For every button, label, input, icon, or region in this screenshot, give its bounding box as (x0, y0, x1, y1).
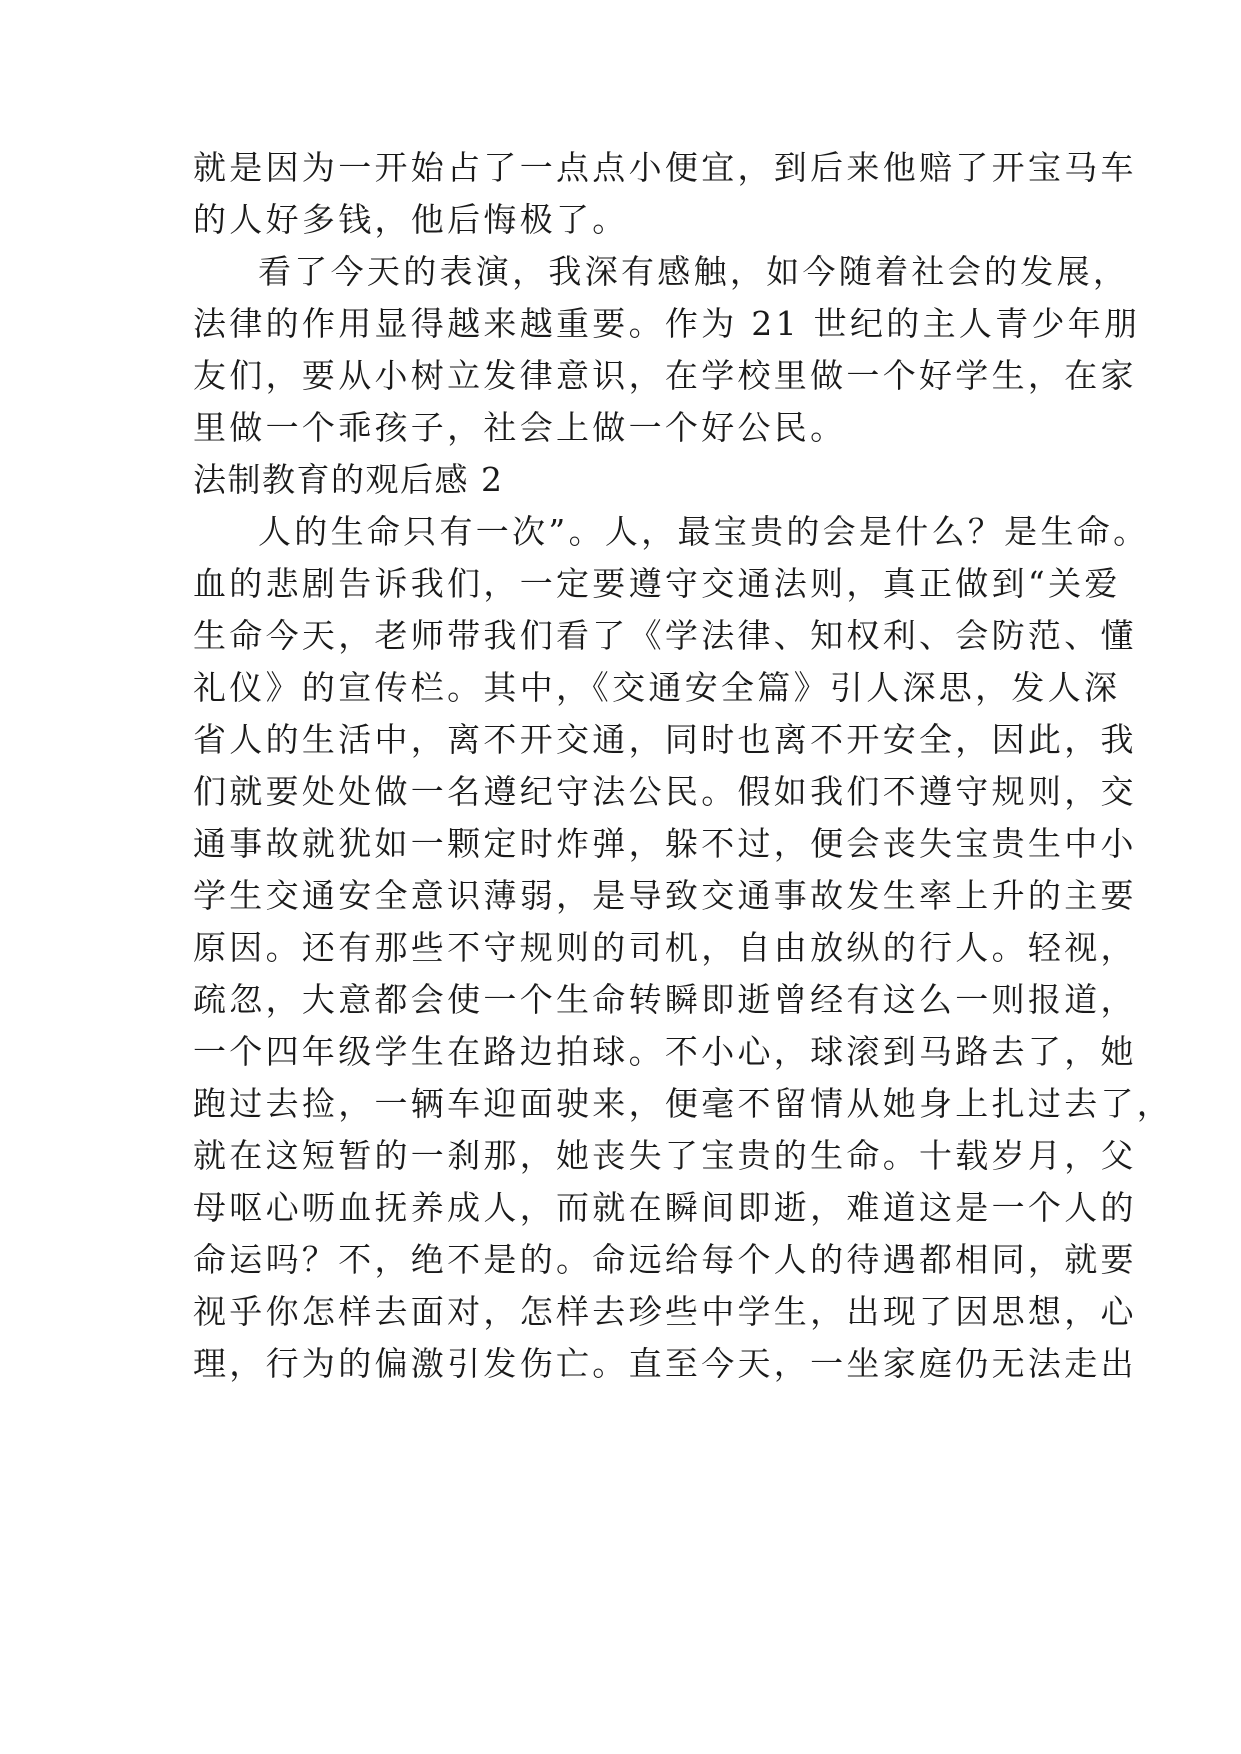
paragraph-line: 友们，要从小树立发律意识，在学校里做一个好学生，在家 (193, 356, 1137, 395)
paragraph-line: 学生交通安全意识薄弱，是导致交通事故发生率上升的主要 (193, 876, 1137, 915)
paragraph-line: 生命今天，老师带我们看了《学法律、知权利、会防范、懂 (193, 616, 1137, 655)
paragraph-line: 看了今天的表演，我深有感触，如今随着社会的发展， (258, 252, 1130, 291)
paragraph-line: 礼仪》的宣传栏。其中，《交通安全篇》引人深思，发人深 (193, 668, 1121, 707)
paragraph-line: 通事故就犹如一颗定时炸弹，躲不过，便会丧失宝贵生中小 (193, 824, 1137, 863)
paragraph-line: 命运吗？不，绝不是的。命远给每个人的待遇都相同，就要 (193, 1240, 1137, 1279)
paragraph-line: 里做一个乖孩子，社会上做一个好公民。 (193, 408, 847, 447)
paragraph-line: 就是因为一开始占了一点点小便宜，到后来他赔了开宝马车 (193, 148, 1137, 187)
paragraph-line: 原因。还有那些不守规则的司机，自由放纵的行人。轻视， (193, 928, 1137, 967)
paragraph-line: 人的生命只有一次”。人，最宝贵的会是什么？是生命。 (258, 512, 1150, 551)
paragraph-line: 省人的生活中，离不开交通，同时也离不开安全，因此，我 (193, 720, 1137, 759)
paragraph-line: 理，行为的偏激引发伤亡。直至今天，一坐家庭仍无法走出 (193, 1344, 1137, 1383)
paragraph-line: 就在这短暂的一刹那，她丧失了宝贵的生命。十载岁月，父 (193, 1136, 1137, 1175)
paragraph-line: 疏忽，大意都会使一个生命转瞬即逝曾经有这么一则报道， (193, 980, 1137, 1019)
paragraph-line: 跑过去捡，一辆车迎面驶来，便毫不留情从她身上扎过去了， (193, 1084, 1174, 1123)
paragraph-line: 视乎你怎样去面对，怎样去珍些中学生，出现了因思想，心 (193, 1292, 1137, 1331)
paragraph-line: 们就要处处做一名遵纪守法公民。假如我们不遵守规则，交 (193, 772, 1137, 811)
section-heading: 法制教育的观后感 2 (193, 460, 504, 499)
paragraph-line: 血的悲剧告诉我们，一定要遵守交通法则，真正做到“关爱 (193, 564, 1121, 603)
paragraph-line: 一个四年级学生在路边拍球。不小心，球滚到马路去了，她 (193, 1032, 1137, 1071)
paragraph-line: 的人好多钱，他后悔极了。 (193, 200, 629, 239)
paragraph-line: 法律的作用显得越来越重要。作为 21 世纪的主人青少年朋 (193, 304, 1141, 343)
paragraph-line: 母呕心呖血抚养成人，而就在瞬间即逝，难道这是一个人的 (193, 1188, 1137, 1227)
